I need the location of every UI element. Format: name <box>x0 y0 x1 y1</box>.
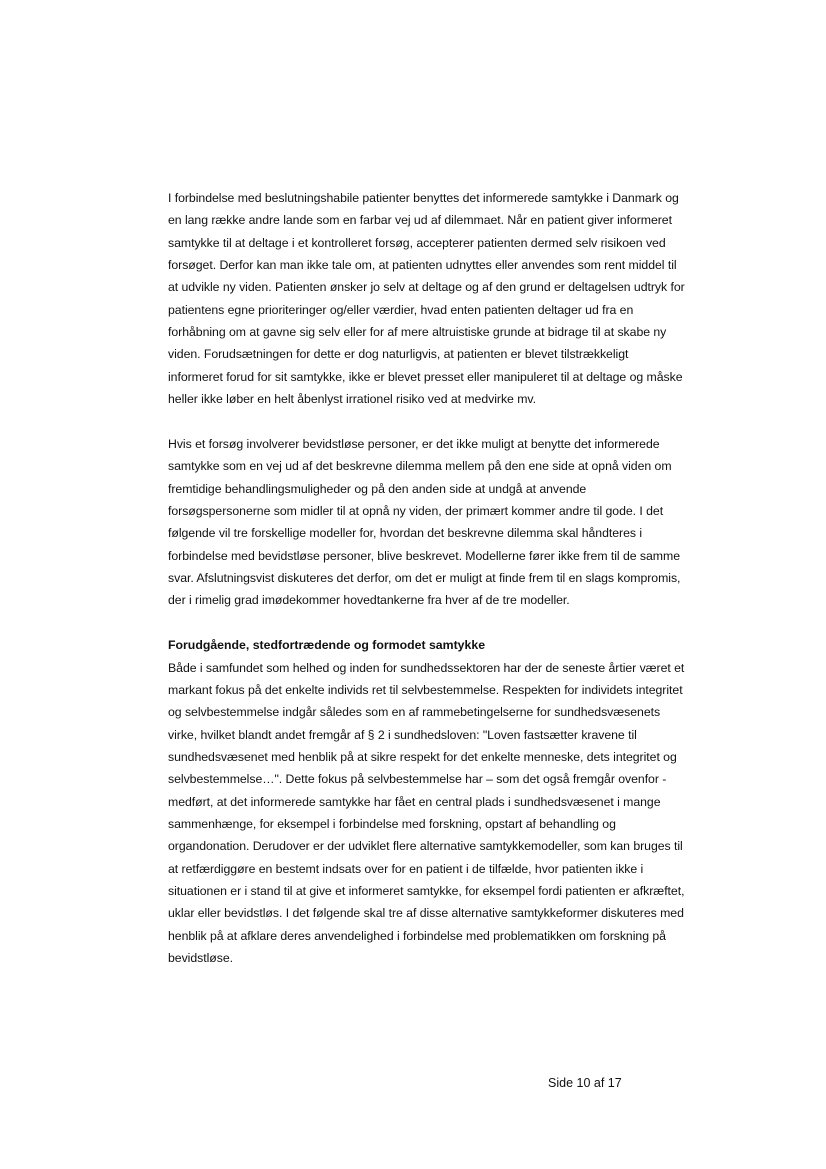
text-line: henblik på at afklare deres anvendelighed i forbindelse med problematikken om forskning på <box>168 928 666 943</box>
text-line: forhåbning om at gavne sig selv eller for af mere altruistiske grunde at bidrage til at skabe ny <box>168 325 667 340</box>
text-line: forsøget. Derfor kan man ikke tale om, at patienten udnyttes eller anvendes som rent middel til <box>168 258 677 273</box>
text-line: markant fokus på det enkelte individs ret til selvbestemmelse. Respekten for individets integritet <box>168 682 683 697</box>
text-line: patientens egne prioriteringer og/eller værdier, hvad enten patienten deltager ud fra en <box>168 302 634 317</box>
text-line: sundhedsvæsenet med henblik på at sikre respekt for det enkelte menneske, dets integritet og <box>168 749 677 764</box>
text-line: heller ikke løber en helt åbenlyst irrationel risiko ved at medvirke mv. <box>168 392 536 407</box>
text-line: sammenhænge, for eksempel i forbindelse med forskning, opstart af behandling og <box>168 816 616 831</box>
text-line: der i rimelig grad imødekommer hovedtankerne fra hver af de tre modeller. <box>168 593 570 608</box>
paragraph-informed-consent <box>168 187 734 410</box>
text-line: viden. Forudsætningen for dette er dog naturligvis, at patienten er blevet tilstrækkeligt <box>168 347 629 362</box>
text-line: Hvis et forsøg involverer bevidstløse personer, er det ikke muligt at benytte det informerede <box>168 436 660 451</box>
text-line: virke, hvilket blandt andet fremgår af § 2 i sundhedsloven: "Loven fastsætter kravene til <box>168 727 637 742</box>
text-line: I forbindelse med beslutningshabile patienter benyttes det informerede samtykke i Danmark og <box>168 191 679 205</box>
text-line: organdonation. Derudover er der udviklet flere alternative samtykkemodeller, som kan bruges til <box>168 839 683 854</box>
text-line: uklar eller bevidstløs. I det følgende skal tre af disse alternative samtykkeformer diskuteres med <box>168 906 684 921</box>
text-line: fremtidige behandlingsmuligheder og på den anden side at undgå at anvende <box>168 481 587 496</box>
text-line: samtykke til at deltage i et kontrolleret forsøg, accepterer patienten dermed selv risikoen ved <box>168 235 666 250</box>
section-heading: Forudgående, stedfortrædende og formodet samtykke <box>168 638 486 653</box>
text-line: selvbestemmelse…". Dette fokus på selvbestemmelse har – som det også fremgår ovenfor - <box>168 772 667 787</box>
page-number: Side 10 af 17 <box>548 1076 622 1090</box>
text-line: at udvikle ny viden. Patienten ønsker jo selv at deltage og af den grund er deltagelsen udtryk for <box>168 280 685 295</box>
text-line: en lang række andre lande som en farbar vej ud af dilemmaet. Når en patient giver informeret <box>168 213 672 228</box>
text-line: medført, at det informerede samtykke har fået en central plads i sundhedsvæsenet i mange <box>168 794 661 809</box>
text-line: og selvbestemmelse indgår således som en af rammebetingelserne for sundhedsvæsenets <box>168 705 661 720</box>
text-line: forbindelse med bevidstløse personer, blive beskrevet. Modellerne fører ikke frem til de samme <box>168 548 680 563</box>
text-line: informeret forud for sit samtykke, ikke er blevet presset eller manipuleret til at deltage og måske <box>168 369 683 384</box>
text-line: samtykke som en vej ud af det beskrevne dilemma mellem på den ene side at opnå viden om <box>168 459 672 474</box>
text-line: forsøgspersonerne som midler til at opnå ny viden, der primært kommer andre til gode. I det <box>168 503 664 518</box>
paragraph-unconscious-persons <box>168 433 734 612</box>
text-line: situationen er i stand til at give et informeret samtykke, for eksempel fordi patienten er afkræftet, <box>168 883 685 898</box>
text-line: Både i samfundet som helhed og inden for sundhedssektoren har der de seneste årtier været et <box>168 660 685 675</box>
text-line: bevidstløse. <box>168 951 234 965</box>
document-body <box>168 187 734 969</box>
text-line: følgende vil tre forskellige modeller for, hvordan det beskrevne dilemma skal håndteres i <box>168 526 643 541</box>
text-line: svar. Afslutningsvist diskuteres det derfor, om det er muligt at finde frem til en slags kompromis, <box>168 571 681 585</box>
paragraph-spacer <box>168 612 734 635</box>
text-line: at retfærdiggøre en bestemt indsats over for en patient i de tilfælde, hvor patienten ikke i <box>168 861 644 876</box>
paragraph-consent-models <box>168 657 734 970</box>
paragraph-spacer <box>168 410 734 433</box>
